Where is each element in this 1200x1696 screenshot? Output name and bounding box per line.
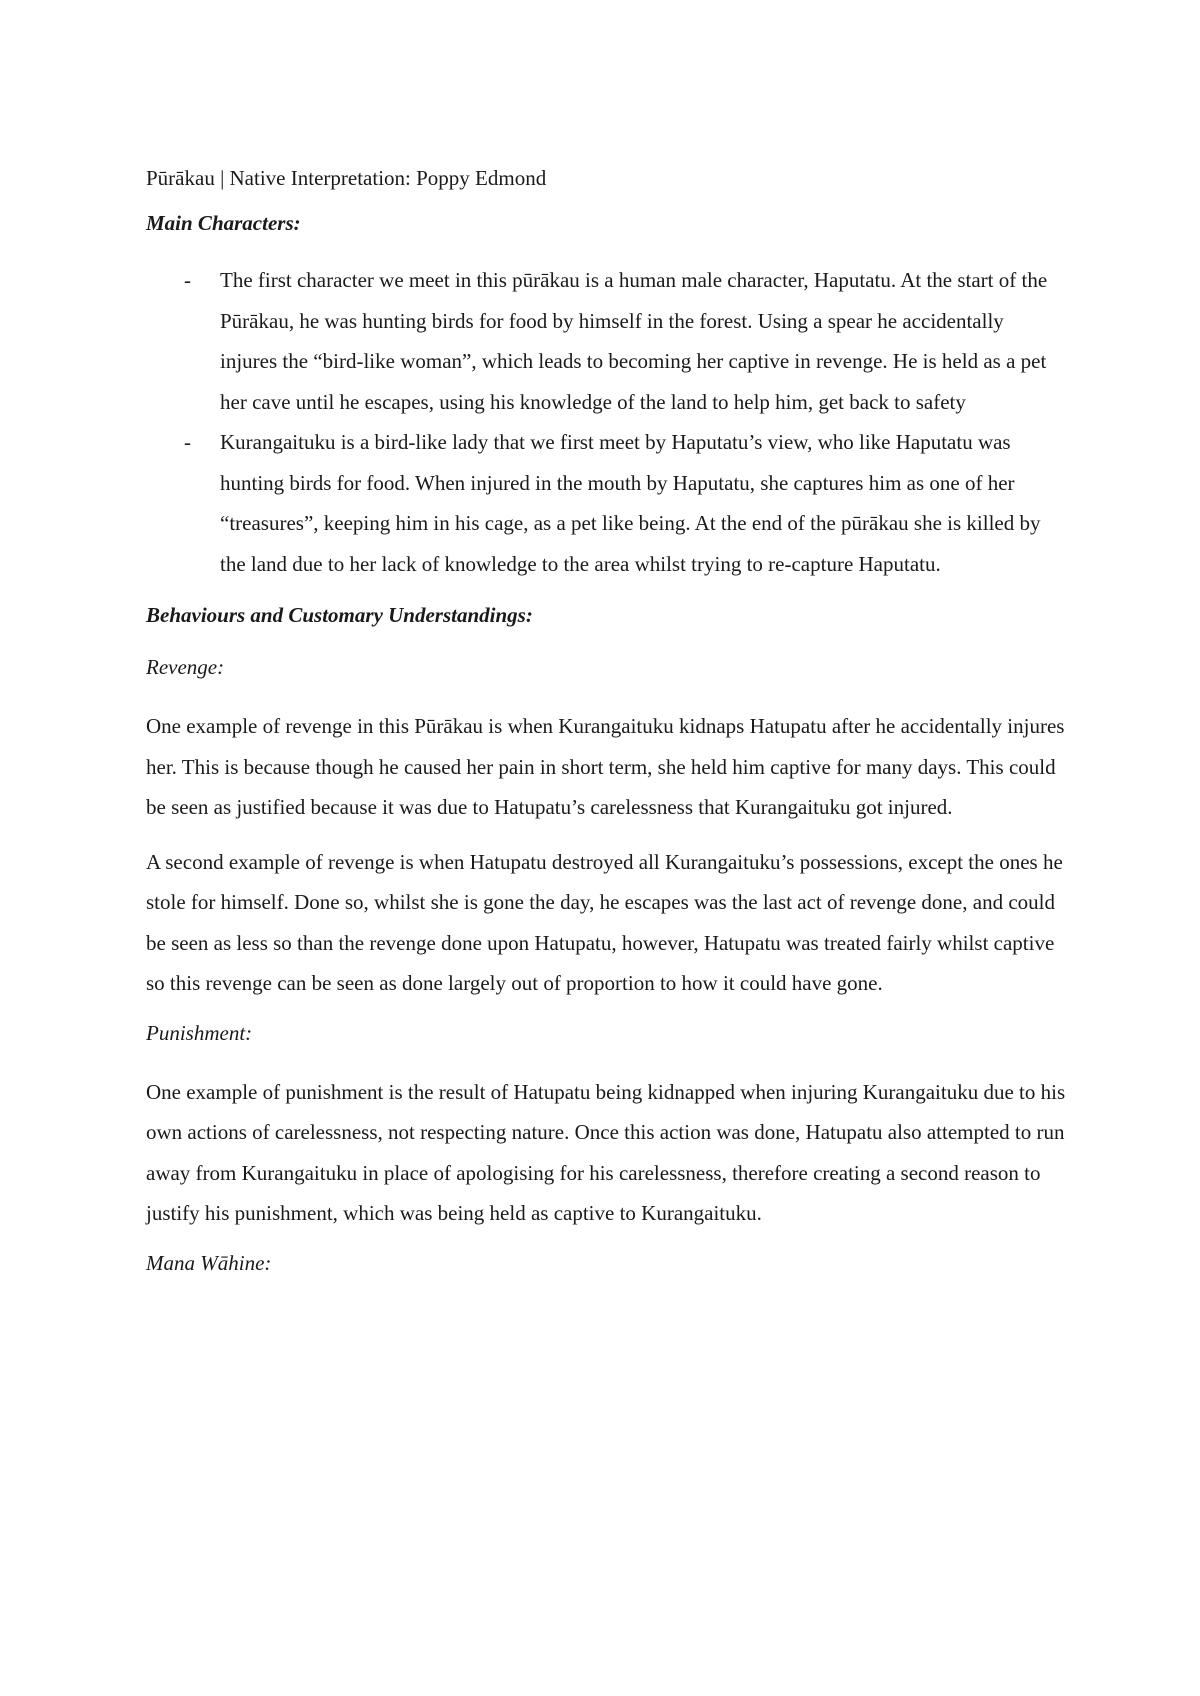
list-dash: - bbox=[184, 430, 191, 454]
list-item-text: Kurangaituku is a bird-like lady that we first meet by Haputatu’s view, who like Haputatu was hunting birds for food. When injured in the mouth by Haputatu, she captures him as one of her “treasures”, keeping him in his cage, as a pet like being. At the end of the pūrākau she is killed by the land due to her lack of knowledge to the area whilst trying to re-capture Haputatu. bbox=[220, 430, 1041, 576]
list-item bbox=[146, 422, 1066, 584]
list-item-text: The first character we meet in this pūrākau is a human male character, Haputatu. At the start of the Pūrākau, he was hunting birds for food by himself in the forest. Using a spear he accidentally injures the “bird-like woman”, which leads to becoming her captive in revenge. He is held as a pet her cave until he escapes, using his knowledge of the land to help him, get back to safety bbox=[220, 268, 1048, 414]
list-item bbox=[146, 260, 1066, 422]
revenge-heading: Revenge: bbox=[146, 655, 225, 679]
document-title: Pūrākau | Native Interpretation: Poppy Edmond bbox=[146, 166, 547, 190]
list-dash: - bbox=[184, 268, 191, 292]
characters-list bbox=[146, 260, 1066, 584]
revenge-paragraph: A second example of revenge is when Hatupatu destroyed all Kurangaituku’s possessions, except the ones he stole for himself. Done so, whilst she is gone the day, he escapes was the last act of revenge done, and could be seen as less so than the revenge done upon Hatupatu, however, Hatupatu was treated fairly whilst captive so this revenge can be seen as done largely out of proportion to how it could have gone. bbox=[146, 849, 1063, 995]
behaviours-heading: Behaviours and Customary Understandings: bbox=[146, 603, 533, 627]
punishment-paragraph: One example of punishment is the result of Hatupatu being kidnapped when injuring Kurangaituku due to his own actions of carelessness, not respecting nature. Once this action was done, Hatupatu also attempted to run away from Kurangaituku in place of apologising for his carelessness, therefore creating a second reason to justify his punishment, which was being held as captive to Kurangaituku. bbox=[146, 1079, 1066, 1225]
main-characters-heading: Main Characters: bbox=[146, 211, 301, 235]
mana-wahine-heading: Mana Wāhine: bbox=[146, 1250, 272, 1275]
punishment-heading: Punishment: bbox=[146, 1020, 253, 1045]
revenge-paragraph: One example of revenge in this Pūrākau is when Kurangaituku kidnaps Hatupatu after he accidentally injures her. This is because though he caused her pain in short term, she held him captive for many days. This could be seen as justified because it was due to Hatupatu’s carelessness that Kurangaituku got injured. bbox=[146, 714, 1065, 819]
document-page bbox=[146, 158, 1066, 1302]
